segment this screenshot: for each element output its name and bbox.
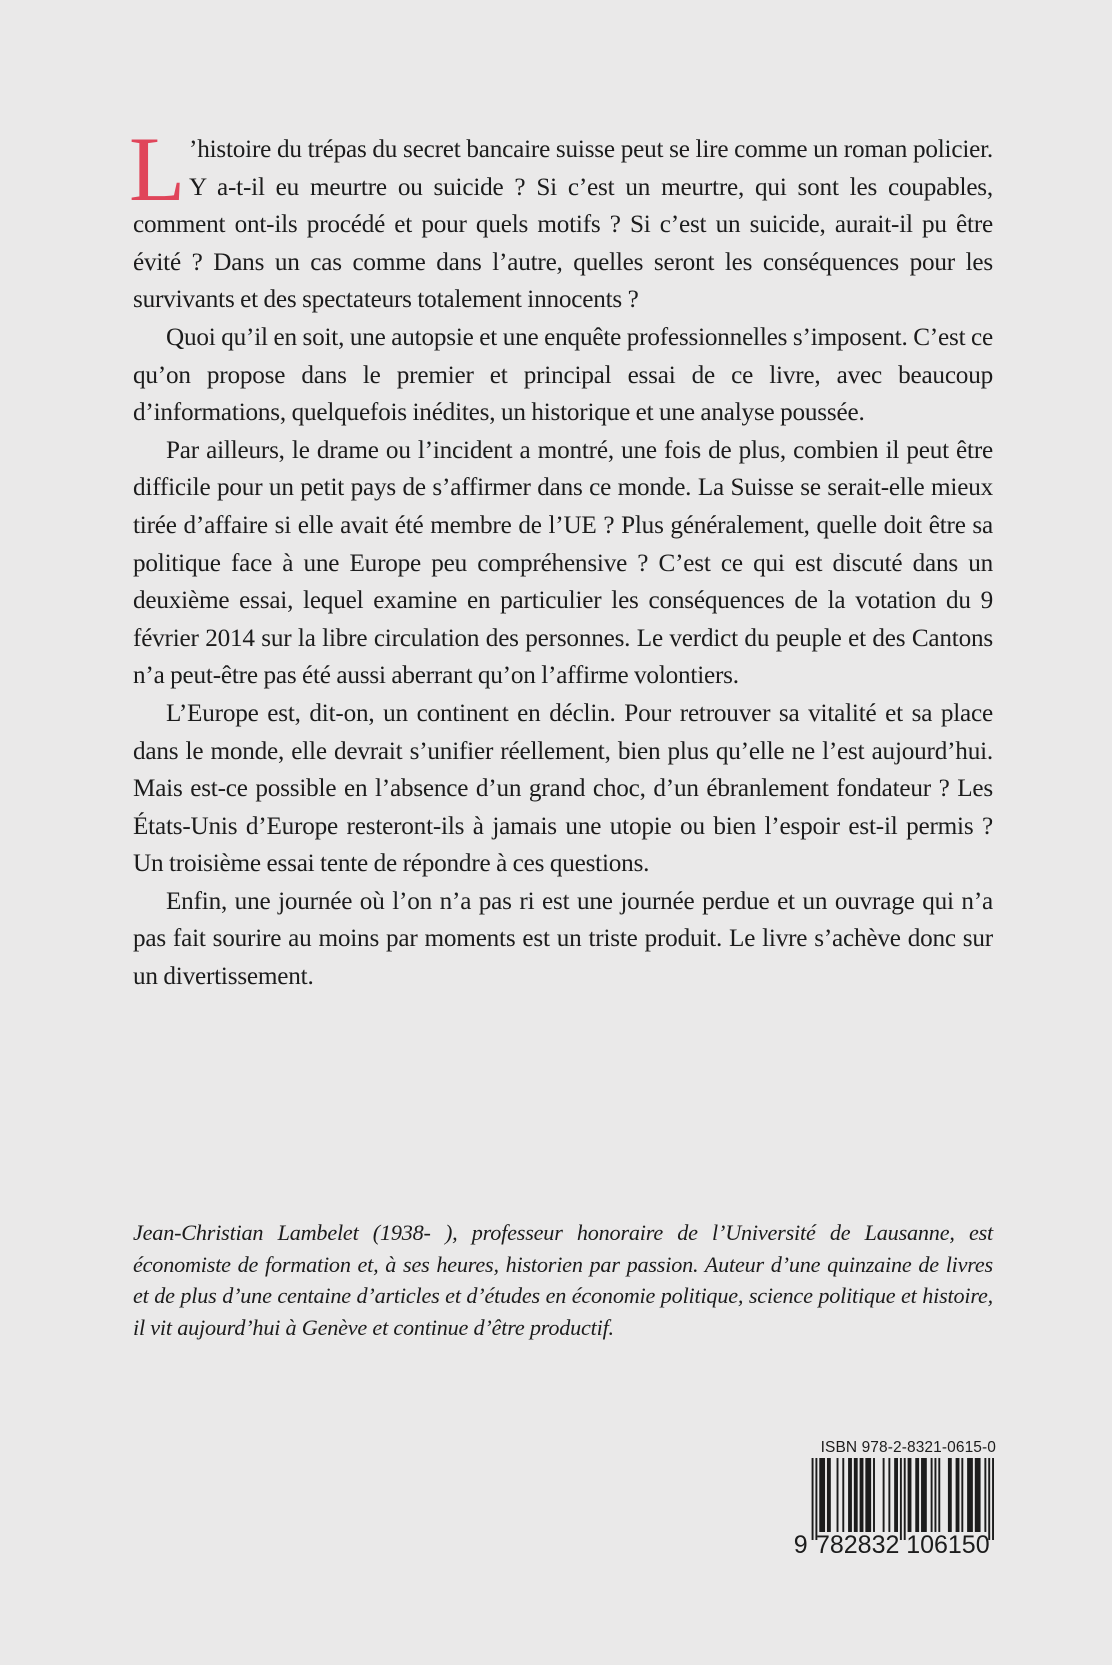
barcode [793, 1458, 996, 1559]
blurb-paragraph-1 [129, 118, 993, 319]
barcode-bar [873, 1458, 875, 1532]
blurb-paragraph-1-text: ’histoire du trépas du secret bancaire suisse peut se lire comme un roman policier. Y a-t-il eu meurtre ou suicide ? Si c’est un meurtre, qui sont les coupables, comment ont-ils procédé et pour quels motifs ? Si c’est un suicide, aurait-il pu être évité ? Dans un cas comme dans l’autre, quelles seront les conséquences pour les survivants et des spectateurs totalement innocents ? [133, 136, 993, 314]
barcode-bar [812, 1458, 814, 1540]
barcode-bar [934, 1458, 936, 1532]
barcode-bar [860, 1458, 864, 1532]
barcode-bar [904, 1458, 906, 1540]
blurb-paragraph-2: Quoi qu’il en soit, une autopsie et une enquête professionnelles s’imposent. C’est ce qu’on propose dans le premier et principal essai de ce livre, avec beaucoup d’informations, quelquefois inédites, un historique et une analyse poussée. [133, 323, 993, 427]
blurb-paragraph-5: Enfin, une journée où l’on n’a pas ri est une journée perdue et un ouvrage qui n’a pas fait sourire au moins par moments est un triste produit. Le livre s’achève donc sur un divertissement. [133, 887, 993, 991]
barcode-digits-right: 106150 [906, 1531, 990, 1559]
barcode-bar [848, 1458, 852, 1532]
blurb-paragraph-4: L’Europe est, dit-on, un continent en déclin. Pour retrouver sa vitalité et sa place dans le monde, elle devrait s’unifier réellement, bien plus qu’elle ne l’est aujourd’hui. Mais est-ce possible en l’absence d’un grand choc, d’un ébranlement fondateur ? Les États-Unis d’Europe resteront-ils à jamais une utopie ou bien l’espoir est-il permis ? Un troisième essai tente de répondre à ces questions. [133, 699, 993, 878]
barcode-bar [921, 1458, 927, 1532]
barcode-bar [938, 1458, 940, 1532]
barcode-bar [827, 1458, 831, 1532]
barcode-bar [956, 1458, 960, 1532]
barcode-bar [854, 1458, 858, 1532]
isbn-block [793, 1439, 996, 1559]
barcode-digit-first: 9 [793, 1531, 808, 1559]
barcode-bar [948, 1458, 952, 1532]
blurb [129, 118, 993, 996]
barcode-bar [894, 1458, 898, 1532]
barcode-bar [967, 1458, 973, 1532]
barcode-bar [992, 1458, 994, 1540]
barcode-bar [988, 1458, 990, 1540]
barcode-digits-left: 782832 [815, 1531, 900, 1559]
author-bio [133, 1217, 993, 1343]
barcode-bar [865, 1458, 871, 1532]
barcode-bar [819, 1458, 825, 1532]
barcode-bar [915, 1458, 919, 1532]
barcode-bar [837, 1458, 839, 1532]
barcode-bar [883, 1458, 885, 1532]
barcode-bar [908, 1458, 912, 1532]
barcode-bar [815, 1458, 817, 1540]
barcode-bar [984, 1458, 986, 1532]
barcode-bar [900, 1458, 902, 1540]
author-bio-text: Jean-Christian Lambelet (1938- ), professeur honoraire de l’Université de Lausanne, est économiste de formation et, à ses heures, historien par passion. Auteur d’une quinzaine de livres et de plus d’une centaine d’articles et d’études en économie politique, science politique et histoire, il vit aujourd’hui à Genève et continue d’être productif. [133, 1220, 993, 1340]
barcode-bar [931, 1458, 933, 1532]
isbn-label: ISBN 978-2-8321-0615-0 [820, 1439, 996, 1456]
barcode-bar [961, 1458, 963, 1532]
blurb-paragraph-3: Par ailleurs, le drame ou l’incident a montré, une fois de plus, combien il peut être difficile pour un petit pays de s’affirmer dans ce monde. La Suisse se serait-elle mieux tirée d’affaire si elle avait été membre de l’UE ? Plus généralement, quelle doit être sa politique face à une Europe peu compréhensive ? C’est ce qui est discuté dans un deuxième essai, lequel examine en particulier les conséquences de la votation du 9 février 2014 sur la libre circulation des personnes. Le verdict du peuple et des Cantons n’a peut-être pas été aussi aberrant qu’on l’affirme volontiers. [133, 436, 993, 690]
drop-cap: L [129, 118, 185, 220]
barcode-bar [975, 1458, 981, 1532]
barcode-bar [888, 1458, 890, 1532]
barcode-bar [842, 1458, 844, 1532]
